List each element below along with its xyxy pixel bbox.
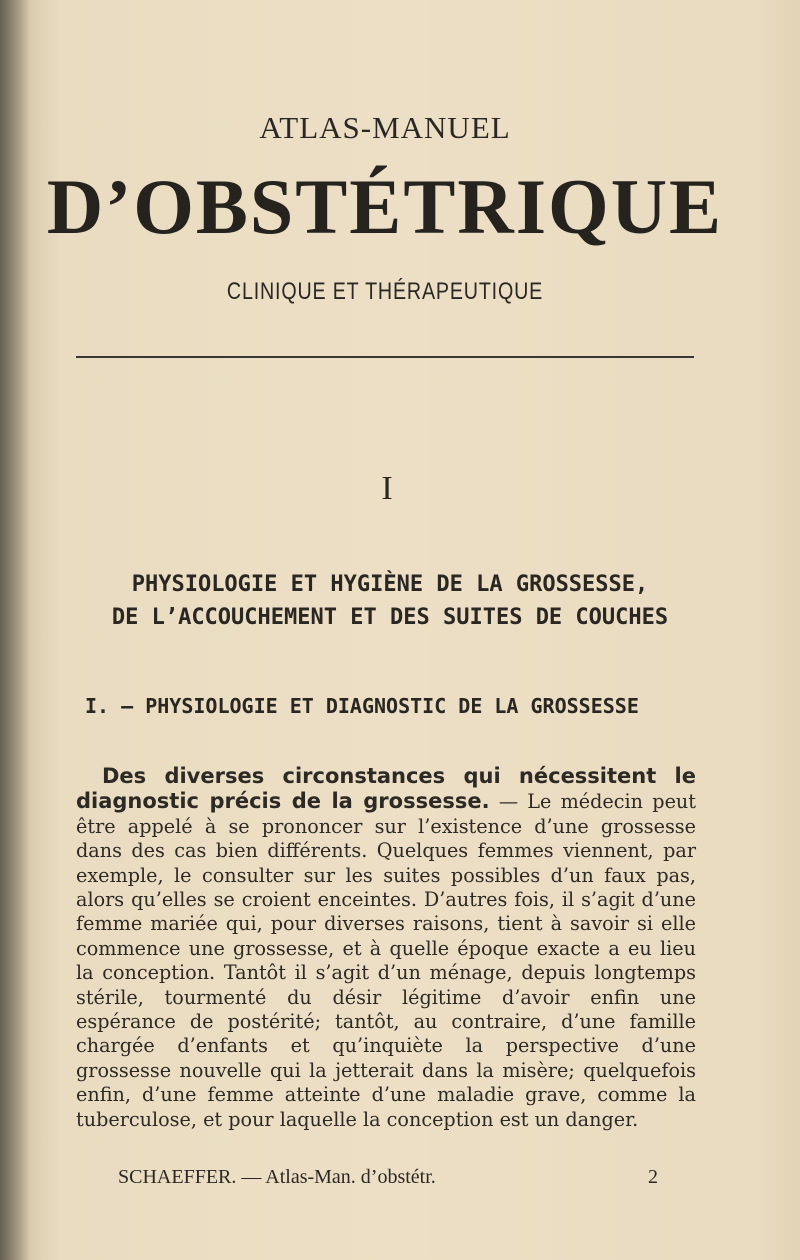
page-footer (118, 1166, 658, 1189)
book-kicker: ATLAS-MANUEL (259, 110, 511, 145)
section-heading: I. — PHYSIOLOGIE ET DIAGNOSTIC DE LA GROSSESSE (85, 694, 639, 718)
part-title-line-1: PHYSIOLOGIE ET HYGIÈNE DE LA GROSSESSE, (131, 572, 649, 597)
page-number: 2 (648, 1166, 658, 1188)
footer-signature: SCHAEFFER. — Atlas-Man. d’obstétr. (118, 1166, 436, 1188)
book-subtitle: CLINIQUE ET THÉRAPEUTIQUE (226, 278, 544, 305)
paragraph-lead: Des diverses circonstances qui nécessitent le diagnostic précis de la grossesse. (76, 764, 696, 814)
body-paragraph (76, 764, 696, 1132)
part-title-line-2: DE L’ACCOUCHEMENT ET DES SUITES DE COUCHES (111, 605, 669, 630)
horizontal-rule (76, 356, 694, 358)
part-number: I (381, 470, 393, 507)
part-title (60, 568, 720, 634)
book-title: D’OBSTÉTRIQUE (46, 163, 724, 250)
paragraph-text: — Le médecin peut être appelé à se prononcer sur l’existence d’une grossesse dans des cas bien différents. Quelques femmes viennent, par exemple, le consulter sur les suites possibles d’un faux pas, alors qu’elles se croient enceintes. D’autres fois, il s’agit d’une femme mariée qui, pour diverses raisons, tient à savoir si elle commence une grossesse, et à quelle époque exacte a eu lieu la conception. Tantôt il s’agit d’un ménage, depuis longtemps stérile, tourmenté du désir légitime d’avoir enfin une espérance de postérité; tantôt, au contraire, d’une famille chargée d’enfants et qu’inquiète la perspective d’une grossesse nouvelle qui la jetterait dans la misère; quelquefois enfin, d’une femme atteinte d’une maladie grave, comme la tuberculose, et pour laquelle la conception est un danger. (76, 790, 696, 1131)
